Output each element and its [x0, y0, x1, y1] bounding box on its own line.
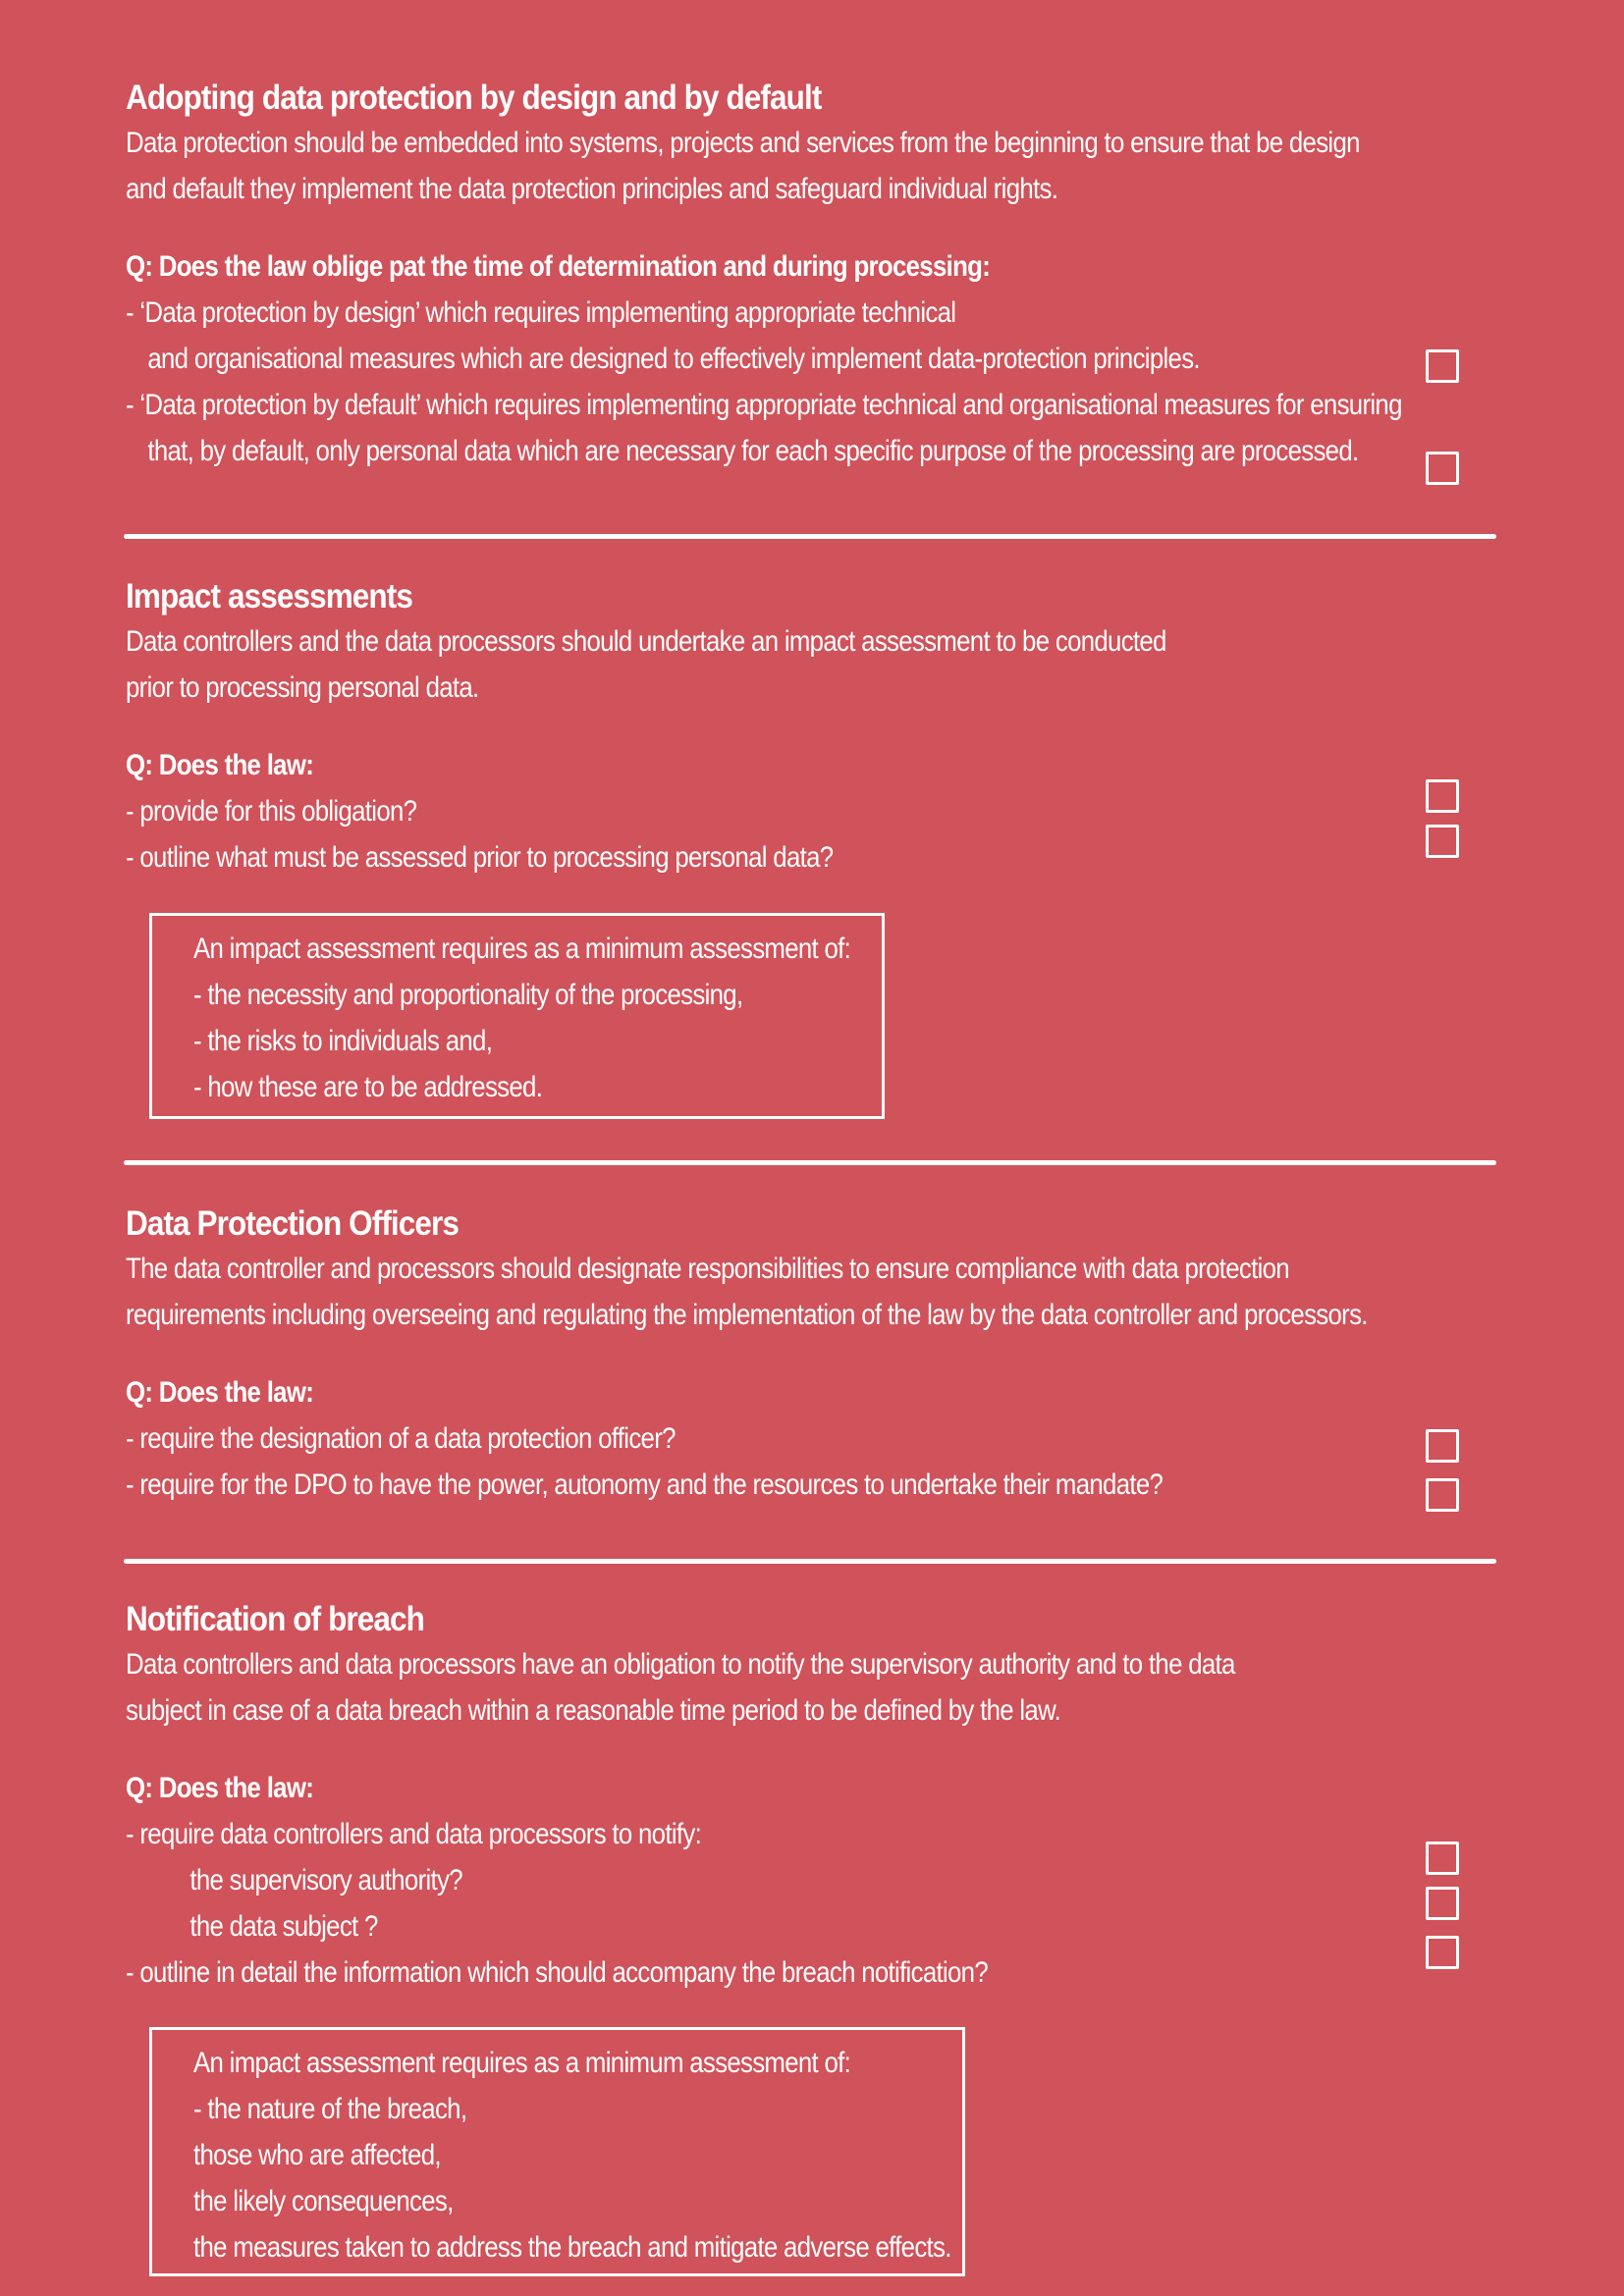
- intro-line: Data protection should be embedded into systems, projects and services from the beginning to ensure that be design: [126, 127, 1360, 159]
- question: Q: Does the law oblige pat the time of determination and during processing:: [126, 250, 991, 283]
- box-line: - the risks to individuals and,: [193, 1025, 493, 1057]
- box-line: - how these are to be addressed.: [193, 1071, 543, 1103]
- impact-assessment-info-box: [149, 913, 885, 1119]
- box-line: those who are affected,: [193, 2139, 441, 2171]
- list-item: the supervisory authority?: [189, 1864, 462, 1896]
- intro-line: requirements including overseeing and regulating the implementation of the law by the data controller and processors.: [126, 1299, 1368, 1331]
- section-divider: [124, 1160, 1496, 1165]
- list-item: - provide for this obligation?: [126, 795, 417, 828]
- list-item: - require data controllers and data processors to notify:: [126, 1818, 702, 1850]
- question: Q: Does the law:: [126, 1376, 314, 1409]
- list-item: - outline what must be assessed prior to processing personal data?: [126, 841, 834, 874]
- list-item: - ‘Data protection by design’ which requires implementing appropriate technical: [126, 296, 956, 329]
- box-line: - the nature of the breach,: [193, 2093, 467, 2125]
- section-divider: [124, 534, 1496, 539]
- section-data-protection-by-design: [126, 77, 1496, 474]
- box-line: the likely consequences,: [193, 2185, 454, 2217]
- section-data-protection-officers: [126, 1202, 1496, 1508]
- checkbox-by-default[interactable]: [1426, 452, 1459, 485]
- section-title: Data Protection Officers: [126, 1204, 459, 1243]
- checkbox-dpo-designation[interactable]: [1426, 1429, 1459, 1463]
- checkbox-assessment-outline[interactable]: [1426, 825, 1459, 858]
- list-item: and organisational measures which are designed to effectively implement data-protection principles.: [147, 343, 1200, 375]
- intro-line: Data controllers and the data processors should undertake an impact assessment to be conducted: [126, 625, 1166, 658]
- intro-line: subject in case of a data breach within a reasonable time period to be defined by the law.: [126, 1694, 1061, 1727]
- list-item: - require the designation of a data protection officer?: [126, 1422, 676, 1455]
- box-line: - the necessity and proportionality of the processing,: [193, 979, 743, 1011]
- list-item: the data subject ?: [189, 1910, 378, 1943]
- checkbox-notification-detail[interactable]: [1426, 1936, 1459, 1969]
- section-title: Notification of breach: [126, 1600, 424, 1638]
- list-item: - outline in detail the information which should accompany the breach notification?: [126, 1956, 988, 1989]
- intro-line: Data controllers and data processors have an obligation to notify the supervisory authority and to the data: [126, 1648, 1235, 1681]
- box-line: An impact assessment requires as a minimum assessment of:: [193, 933, 851, 965]
- question: Q: Does the law:: [126, 749, 314, 781]
- section-notification-of-breach: [126, 1598, 1496, 1996]
- question: Q: Does the law:: [126, 1772, 314, 1804]
- section-title: Adopting data protection by design and by default: [126, 79, 822, 117]
- box-line: An impact assessment requires as a minimum assessment of:: [193, 2047, 851, 2079]
- list-item: that, by default, only personal data which are necessary for each specific purpose of the processing are processed.: [147, 435, 1359, 467]
- intro-line: prior to processing personal data.: [126, 671, 479, 704]
- checkbox-notify-subject[interactable]: [1426, 1887, 1459, 1920]
- section-title: Impact assessments: [126, 577, 412, 615]
- intro-line: and default they implement the data protection principles and safeguard individual rights.: [126, 173, 1058, 205]
- checkbox-notify-authority[interactable]: [1426, 1842, 1459, 1875]
- section-impact-assessments: [126, 575, 1496, 881]
- box-line: the measures taken to address the breach and mitigate adverse effects.: [193, 2231, 951, 2264]
- list-item: - require for the DPO to have the power, autonomy and the resources to undertake their mandate?: [126, 1468, 1164, 1501]
- section-divider: [124, 1559, 1496, 1564]
- list-item: - ‘Data protection by default’ which requires implementing appropriate technical and organisational measures for ensuring: [126, 389, 1402, 421]
- checkbox-dpo-power[interactable]: [1426, 1478, 1459, 1512]
- checkbox-obligation[interactable]: [1426, 779, 1459, 813]
- checkbox-by-design[interactable]: [1426, 349, 1459, 383]
- breach-info-box: [149, 2027, 965, 2276]
- intro-line: The data controller and processors should designate responsibilities to ensure compliance with data protection: [126, 1253, 1289, 1285]
